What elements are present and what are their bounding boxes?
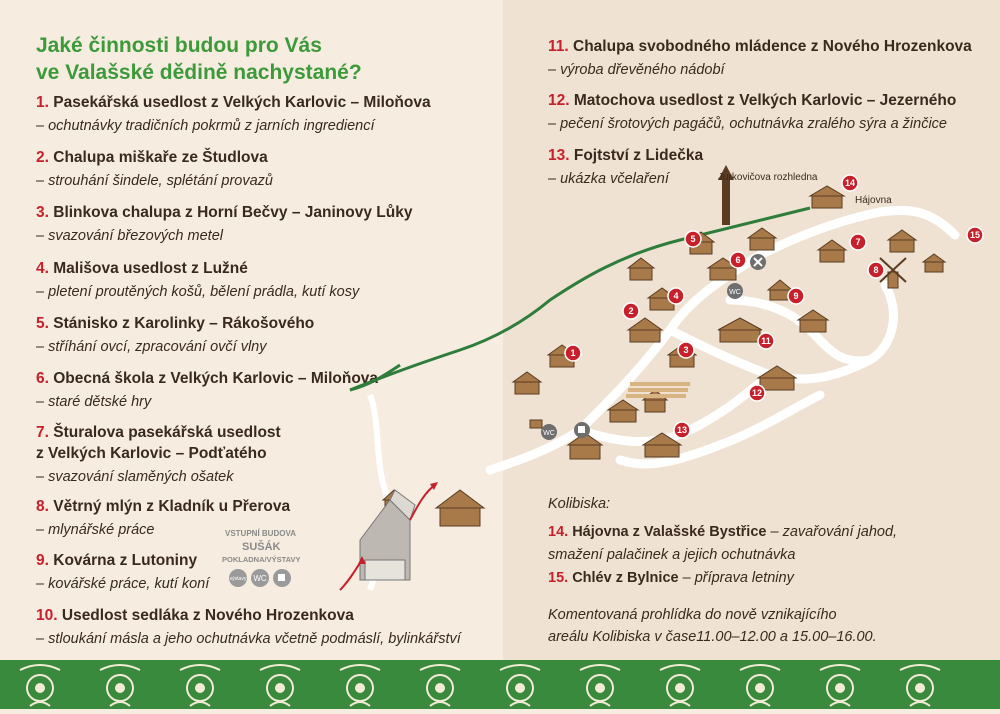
item-number: 6. bbox=[36, 370, 49, 387]
item-description: – ukázka včelaření bbox=[548, 171, 669, 187]
svg-text:13: 13 bbox=[676, 425, 688, 435]
item-number: 10. bbox=[36, 607, 58, 624]
title-line-2: ve Valašské dědině nachystané? bbox=[36, 61, 362, 84]
svg-text:8: 8 bbox=[873, 265, 879, 275]
tour-note bbox=[548, 604, 988, 648]
entrance-label-line-1: VSTUPNÍ BUDOVA bbox=[225, 529, 296, 538]
item-description: – mlynářské práce bbox=[36, 522, 155, 538]
tower-label: Jurkovičova rozhledna bbox=[718, 172, 818, 183]
map-pin bbox=[668, 288, 684, 304]
item-name: Chalupa miškaře ze Študlova bbox=[53, 149, 268, 166]
map-pin bbox=[674, 422, 690, 438]
map-pin bbox=[749, 385, 765, 401]
item-description: – výroba dřevěného nádobí bbox=[548, 62, 725, 78]
item-description: – staré dětské hry bbox=[36, 394, 152, 410]
cafe-icon bbox=[574, 422, 590, 438]
item-name: Pasekářská usedlost z Velkých Karlovic – Miloňova bbox=[53, 94, 431, 111]
list-item bbox=[36, 605, 516, 649]
entrance-label-line-2: SUŠÁK bbox=[242, 541, 281, 553]
svg-text:9: 9 bbox=[793, 291, 799, 301]
wc-icon bbox=[541, 424, 557, 440]
item-number: 11. bbox=[548, 38, 569, 55]
svg-text:WC: WC bbox=[729, 289, 741, 296]
svg-text:výstavy: výstavy bbox=[229, 576, 247, 582]
item-number: 8. bbox=[36, 498, 49, 515]
item-number: 3. bbox=[36, 204, 49, 221]
item-name: Šturalova pasekářská usedlost bbox=[53, 424, 281, 441]
tools-icon bbox=[750, 254, 766, 270]
svg-text:15: 15 bbox=[969, 230, 981, 240]
item-description: – pletení proutěných košů, bělení prádla, kutí kosy bbox=[36, 284, 360, 300]
title-line-1: Jaké činnosti budou pro Vás bbox=[36, 34, 322, 57]
item-number: 7. bbox=[36, 424, 49, 441]
svg-text:3: 3 bbox=[683, 345, 689, 355]
item-number: 15. bbox=[548, 570, 569, 586]
item-number: 14. bbox=[548, 524, 569, 540]
item-name: Matochova usedlost z Velkých Karlovic – Jezerného bbox=[573, 92, 957, 109]
item-name: Hájovna z Valašské Bystřice bbox=[572, 524, 767, 540]
item-name: Větrný mlýn z Kladník u Přerova bbox=[53, 498, 291, 515]
map-pin bbox=[565, 345, 581, 361]
map-pin bbox=[967, 227, 983, 243]
svg-text:4: 4 bbox=[673, 291, 679, 301]
item-description: – svazování slaměných ošatek bbox=[36, 469, 234, 485]
item-description: – pečení šrotových pagáčů, ochutnávka zralého sýra a žinčice bbox=[548, 116, 947, 132]
cafe-icon bbox=[273, 569, 291, 587]
map-pin bbox=[623, 303, 639, 319]
svg-text:5: 5 bbox=[690, 234, 696, 244]
item-description: – stříhání ovcí, zpracování ovčí vlny bbox=[36, 339, 267, 355]
item-description-line-2: smažení palačinek a jejich ochutnávka bbox=[548, 547, 796, 563]
map-pin bbox=[842, 175, 858, 191]
item-description: – stloukání másla a jeho ochutnávka včetně podmáslí, bylinkářství bbox=[36, 631, 461, 647]
item-description: – svazování březových metel bbox=[36, 228, 223, 244]
item-number: 2. bbox=[36, 149, 49, 166]
map-pin bbox=[685, 231, 701, 247]
svg-text:1: 1 bbox=[570, 348, 576, 358]
list-item bbox=[548, 567, 993, 589]
item-name: Chalupa svobodného mládence z Nového Hrozenkova bbox=[573, 38, 972, 55]
svg-text:WC: WC bbox=[543, 430, 555, 437]
svg-text:11: 11 bbox=[761, 336, 771, 346]
svg-text:6: 6 bbox=[735, 255, 741, 265]
item-name-line-2: z Velkých Karlovic – Podťatého bbox=[36, 445, 267, 462]
decorative-footer bbox=[0, 660, 1000, 709]
hajovna-label: Hájovna bbox=[855, 195, 892, 206]
map-pin bbox=[730, 252, 746, 268]
entrance-arrow bbox=[340, 560, 362, 590]
field bbox=[626, 382, 690, 398]
map-pin bbox=[868, 262, 884, 278]
map-pin bbox=[850, 234, 866, 250]
map-pin bbox=[758, 333, 774, 349]
tour-note-line-1: Komentovaná prohlídka do nově vznikajícího bbox=[548, 607, 837, 623]
item-number: 9. bbox=[36, 552, 49, 569]
list-item bbox=[548, 521, 993, 543]
item-name: Chlév z Bylnice bbox=[572, 570, 679, 586]
item-description: – zavařování jahod, bbox=[766, 524, 898, 540]
item-name: Obecná škola z Velkých Karlovic – Miloňova bbox=[53, 370, 379, 387]
item-description: – strouhání šindele, splétání provazů bbox=[36, 173, 273, 189]
svg-text:2: 2 bbox=[628, 306, 634, 316]
list-item bbox=[548, 36, 988, 80]
svg-text:WC: WC bbox=[253, 574, 267, 583]
map-pin bbox=[678, 342, 694, 358]
list-item-continuation bbox=[548, 544, 993, 566]
item-number: 13. bbox=[548, 147, 570, 164]
item-name: Mališova usedlost z Lužné bbox=[53, 260, 248, 277]
folk-ornament-pattern bbox=[0, 660, 1000, 709]
item-number: 1. bbox=[36, 94, 49, 111]
item-number: 5. bbox=[36, 315, 49, 332]
entrance-label-line-3: POKLADNA/VÝSTAVY bbox=[222, 555, 301, 564]
page-title bbox=[36, 32, 496, 86]
list-item bbox=[548, 90, 988, 134]
item-description: – ochutnávky tradičních pokrmů z jarních ingrediencí bbox=[36, 118, 375, 134]
list-item bbox=[36, 92, 506, 136]
item-name: Kovárna z Lutoniny bbox=[53, 552, 198, 569]
svg-text:14: 14 bbox=[844, 178, 856, 188]
entrance-building bbox=[360, 490, 415, 580]
item-name: Usedlost sedláka z Nového Hrozenkova bbox=[61, 607, 354, 624]
item-number: 4. bbox=[36, 260, 49, 277]
tour-note-line-2: areálu Kolibiska v čase11.00–12.00 a 15.00–16.00. bbox=[548, 629, 877, 645]
svg-text:7: 7 bbox=[855, 237, 861, 247]
exhibitions-icon bbox=[229, 569, 247, 587]
item-description: – kovářské práce, kutí koní bbox=[36, 576, 210, 592]
item-name: Blinkova chalupa z Horní Bečvy – Janinovy Lůky bbox=[53, 204, 413, 221]
item-number: 12. bbox=[548, 92, 570, 109]
svg-text:12: 12 bbox=[751, 388, 763, 398]
item-name: Stánisko z Karolinky – Rákošového bbox=[53, 315, 315, 332]
wc-icon bbox=[251, 569, 269, 587]
map-pin bbox=[788, 288, 804, 304]
wc-icon bbox=[727, 283, 743, 299]
kolibiska-title: Kolibiska: bbox=[548, 496, 611, 512]
item-name: Fojtství z Lidečka bbox=[573, 147, 704, 164]
item-description: – příprava letniny bbox=[678, 570, 794, 586]
